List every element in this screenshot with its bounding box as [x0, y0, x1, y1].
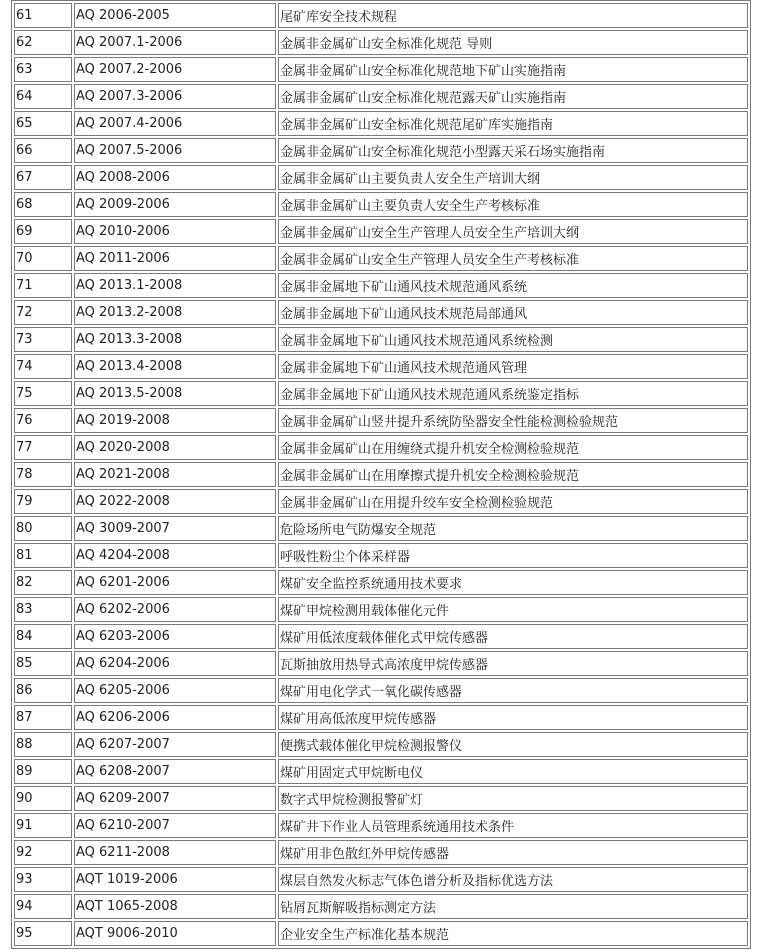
standard-code: AQ 6203-2006	[74, 624, 276, 649]
table-row	[14, 840, 748, 865]
table-row	[14, 543, 748, 568]
row-number: 80	[14, 516, 72, 541]
standard-code: AQ 3009-2007	[74, 516, 276, 541]
table-row	[14, 786, 748, 811]
row-number: 61	[14, 3, 72, 28]
standard-code: AQT 1019-2006	[74, 867, 276, 892]
standard-title: 金属非金属矿山安全标准化规范 导则	[278, 30, 748, 55]
row-number: 65	[14, 111, 72, 136]
standard-code: AQ 6206-2006	[74, 705, 276, 730]
standard-title: 煤矿用电化学式一氧化碳传感器	[278, 678, 748, 703]
standard-title: 金属非金属地下矿山通风技术规范通风系统	[278, 273, 748, 298]
standard-code: AQ 6201-2006	[74, 570, 276, 595]
row-number: 89	[14, 759, 72, 784]
standard-title: 企业安全生产标准化基本规范	[278, 921, 748, 946]
row-number: 93	[14, 867, 72, 892]
table-row	[14, 84, 748, 109]
standards-table	[11, 0, 751, 949]
row-number: 79	[14, 489, 72, 514]
row-number: 73	[14, 327, 72, 352]
standard-title: 煤矿用固定式甲烷断电仪	[278, 759, 748, 784]
standard-title: 尾矿库安全技术规程	[278, 3, 748, 28]
standard-code: AQ 2022-2008	[74, 489, 276, 514]
row-number: 62	[14, 30, 72, 55]
row-number: 81	[14, 543, 72, 568]
standard-title: 煤矿安全监控系统通用技术要求	[278, 570, 748, 595]
standard-code: AQ 2007.2-2006	[74, 57, 276, 82]
standard-title: 金属非金属地下矿山通风技术规范局部通风	[278, 300, 748, 325]
row-number: 86	[14, 678, 72, 703]
standard-code: AQ 2009-2006	[74, 192, 276, 217]
standard-code: AQ 4204-2008	[74, 543, 276, 568]
standard-code: AQ 2007.5-2006	[74, 138, 276, 163]
table-row	[14, 921, 748, 946]
row-number: 75	[14, 381, 72, 406]
table-row	[14, 138, 748, 163]
row-number: 72	[14, 300, 72, 325]
standard-title: 钻屑瓦斯解吸指标测定方法	[278, 894, 748, 919]
row-number: 85	[14, 651, 72, 676]
row-number: 76	[14, 408, 72, 433]
row-number: 63	[14, 57, 72, 82]
table-row	[14, 597, 748, 622]
row-number: 68	[14, 192, 72, 217]
row-number: 84	[14, 624, 72, 649]
row-number: 87	[14, 705, 72, 730]
standard-title: 瓦斯抽放用热导式高浓度甲烷传感器	[278, 651, 748, 676]
row-number: 77	[14, 435, 72, 460]
table-row	[14, 435, 748, 460]
row-number: 94	[14, 894, 72, 919]
standard-title: 煤矿井下作业人员管理系统通用技术条件	[278, 813, 748, 838]
standard-title: 危险场所电气防爆安全规范	[278, 516, 748, 541]
standard-code: AQ 2007.4-2006	[74, 111, 276, 136]
row-number: 67	[14, 165, 72, 190]
table-row	[14, 813, 748, 838]
standard-code: AQ 2013.1-2008	[74, 273, 276, 298]
standard-code: AQ 2013.4-2008	[74, 354, 276, 379]
table-row	[14, 246, 748, 271]
standard-code: AQ 2020-2008	[74, 435, 276, 460]
table-row	[14, 327, 748, 352]
table-row	[14, 732, 748, 757]
standard-title: 数字式甲烷检测报警矿灯	[278, 786, 748, 811]
standard-title: 金属非金属矿山竖井提升系统防坠器安全性能检测检验规范	[278, 408, 748, 433]
standard-code: AQT 9006-2010	[74, 921, 276, 946]
standard-title: 煤矿用低浓度载体催化式甲烷传感器	[278, 624, 748, 649]
table-row	[14, 759, 748, 784]
row-number: 69	[14, 219, 72, 244]
table-row	[14, 678, 748, 703]
row-number: 64	[14, 84, 72, 109]
table-row	[14, 516, 748, 541]
table-row	[14, 867, 748, 892]
table-row	[14, 3, 748, 28]
row-number: 92	[14, 840, 72, 865]
standard-code: AQ 6210-2007	[74, 813, 276, 838]
standard-title: 煤矿甲烷检测用载体催化元件	[278, 597, 748, 622]
row-number: 83	[14, 597, 72, 622]
standard-code: AQ 2013.2-2008	[74, 300, 276, 325]
row-number: 91	[14, 813, 72, 838]
standard-code: AQ 2021-2008	[74, 462, 276, 487]
row-number: 66	[14, 138, 72, 163]
standard-code: AQ 2010-2006	[74, 219, 276, 244]
row-number: 88	[14, 732, 72, 757]
table-row	[14, 165, 748, 190]
standard-code: AQ 6211-2008	[74, 840, 276, 865]
row-number: 70	[14, 246, 72, 271]
table-row	[14, 192, 748, 217]
standard-title: 煤矿用非色散红外甲烷传感器	[278, 840, 748, 865]
standard-code: AQ 6202-2006	[74, 597, 276, 622]
standard-code: AQ 6205-2006	[74, 678, 276, 703]
standards-table-body	[14, 3, 748, 946]
table-row	[14, 894, 748, 919]
table-row	[14, 570, 748, 595]
row-number: 82	[14, 570, 72, 595]
table-row	[14, 219, 748, 244]
standard-code: AQ 2008-2006	[74, 165, 276, 190]
standard-title: 金属非金属矿山安全标准化规范小型露天采石场实施指南	[278, 138, 748, 163]
standard-title: 金属非金属矿山安全标准化规范尾矿库实施指南	[278, 111, 748, 136]
standard-code: AQ 2006-2005	[74, 3, 276, 28]
standard-title: 金属非金属矿山在用摩擦式提升机安全检测检验规范	[278, 462, 748, 487]
standard-code: AQ 6204-2006	[74, 651, 276, 676]
standard-code: AQ 2007.1-2006	[74, 30, 276, 55]
table-row	[14, 489, 748, 514]
table-row	[14, 408, 748, 433]
table-row	[14, 57, 748, 82]
table-row	[14, 30, 748, 55]
table-row	[14, 381, 748, 406]
row-number: 90	[14, 786, 72, 811]
standard-code: AQ 2013.5-2008	[74, 381, 276, 406]
table-row	[14, 705, 748, 730]
table-row	[14, 462, 748, 487]
table-row	[14, 651, 748, 676]
standard-code: AQ 6209-2007	[74, 786, 276, 811]
standard-title: 金属非金属矿山安全标准化规范露天矿山实施指南	[278, 84, 748, 109]
table-row	[14, 624, 748, 649]
standard-code: AQ 2013.3-2008	[74, 327, 276, 352]
standard-code: AQ 2007.3-2006	[74, 84, 276, 109]
row-number: 95	[14, 921, 72, 946]
row-number: 78	[14, 462, 72, 487]
standard-title: 金属非金属矿山在用缠绕式提升机安全检测检验规范	[278, 435, 748, 460]
standard-title: 金属非金属矿山在用提升绞车安全检测检验规范	[278, 489, 748, 514]
row-number: 74	[14, 354, 72, 379]
standard-title: 煤层自然发火标志气体色谱分析及指标优选方法	[278, 867, 748, 892]
standard-title: 便携式载体催化甲烷检测报警仪	[278, 732, 748, 757]
standard-title: 金属非金属矿山安全生产管理人员安全生产考核标准	[278, 246, 748, 271]
standard-title: 金属非金属矿山安全标准化规范地下矿山实施指南	[278, 57, 748, 82]
table-row	[14, 354, 748, 379]
standard-title: 金属非金属地下矿山通风技术规范通风系统鉴定指标	[278, 381, 748, 406]
standard-code: AQ 6207-2007	[74, 732, 276, 757]
standard-code: AQ 2019-2008	[74, 408, 276, 433]
table-row	[14, 273, 748, 298]
standard-title: 金属非金属地下矿山通风技术规范通风管理	[278, 354, 748, 379]
standard-code: AQ 6208-2007	[74, 759, 276, 784]
standard-title: 金属非金属矿山主要负责人安全生产培训大纲	[278, 165, 748, 190]
standard-title: 煤矿用高低浓度甲烷传感器	[278, 705, 748, 730]
table-row	[14, 300, 748, 325]
standard-code: AQ 2011-2006	[74, 246, 276, 271]
standard-title: 金属非金属矿山主要负责人安全生产考核标准	[278, 192, 748, 217]
table-row	[14, 111, 748, 136]
row-number: 71	[14, 273, 72, 298]
standard-code: AQT 1065-2008	[74, 894, 276, 919]
standard-title: 金属非金属地下矿山通风技术规范通风系统检测	[278, 327, 748, 352]
standard-title: 金属非金属矿山安全生产管理人员安全生产培训大纲	[278, 219, 748, 244]
standard-title: 呼吸性粉尘个体采样器	[278, 543, 748, 568]
